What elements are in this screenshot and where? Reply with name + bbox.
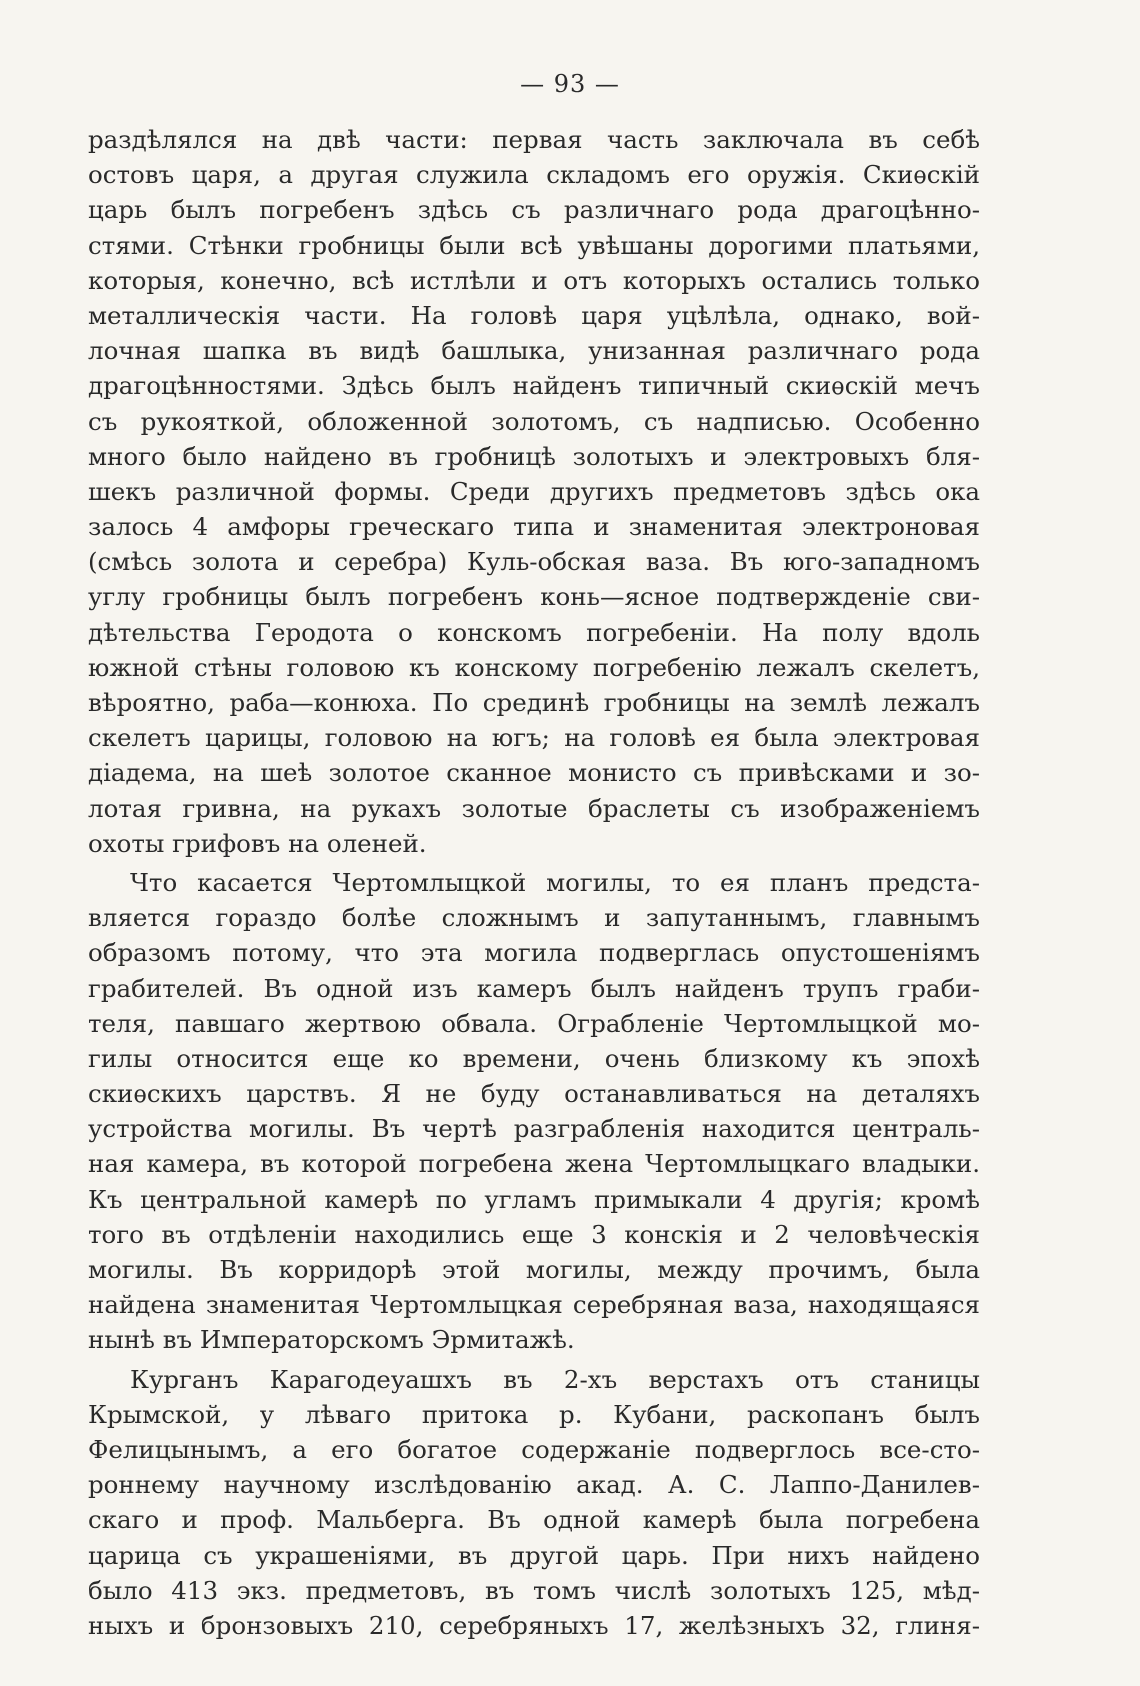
text-line: могилы. Въ корридорѣ этой могилы, между прочимъ, была — [88, 1255, 980, 1284]
text-line: лотая гривна, на рукахъ золотые браслеты съ изображеніемъ — [88, 793, 980, 823]
text-line: скаго и проф. Мальберга. Въ одной камерѣ была погребена — [88, 1505, 980, 1535]
text-line: царица съ украшеніями, въ другой царь. При нихъ найдено — [88, 1540, 980, 1570]
text-line: нынѣ въ Императорскомъ Эрмитажѣ. — [88, 1325, 575, 1355]
text-line: царь былъ погребенъ здѣсь съ различнаго рода драгоцѣнно- — [88, 195, 980, 225]
text-line: найдена знаменитая Чертомлыцкая серебряная ваза, находящаяся — [88, 1290, 980, 1320]
text-line: шекъ различной формы. Среди другихъ предметовъ здѣсь ока — [88, 476, 980, 506]
page-number: — 93 — — [520, 70, 620, 98]
text-line: дѣтельства Геродота о конскомъ погребеніи. На полу вдоль — [88, 617, 980, 647]
text-line: роннему научному изслѣдованію акад. А. С. Лаппо-Данилев- — [88, 1470, 980, 1500]
text-line: того въ отдѣленіи находились еще 3 конскія и 2 человѣческія — [88, 1219, 980, 1249]
text-line: Курганъ Карагодеуашхъ въ 2-хъ верстахъ отъ станицы — [130, 1364, 980, 1394]
paragraph — [88, 865, 980, 1358]
body-text — [88, 122, 980, 1643]
text-line: стями. Стѣнки гробницы были всѣ увѣшаны дорогими платьями, — [88, 230, 980, 260]
text-line: металлическія части. На головѣ царя уцѣлѣла, однако, вой- — [88, 300, 980, 330]
text-line: гилы относится еще ко времени, очень близкому къ эпохѣ — [88, 1043, 980, 1073]
text-line: діадема, на шеѣ золотое сканное монисто съ привѣсками и зо- — [88, 758, 980, 788]
text-line: теля, павшаго жертвою обвала. Ограбленіе Чертомлыцкой мо- — [88, 1008, 980, 1038]
text-line: Фелицынымъ, а его богатое содержаніе подверглось все-сто- — [88, 1434, 980, 1464]
text-line: ныхъ и бронзовыхъ 210, серебряныхъ 17, желѣзныхъ 32, глиня- — [88, 1610, 980, 1640]
text-line: углу гробницы былъ погребенъ конь—ясное подтвержденіе сви- — [88, 582, 980, 612]
text-line: образомъ потому, что эта могила подверглась опустошеніямъ — [88, 938, 980, 968]
text-line: много было найдено въ гробницѣ золотыхъ и электровыхъ бля- — [88, 441, 980, 471]
text-line: Крымской, у лѣваго притока р. Кубани, раскопанъ былъ — [88, 1399, 980, 1429]
text-line: было 413 экз. предметовъ, въ томъ числѣ золотыхъ 125, мѣд- — [88, 1575, 980, 1605]
text-line: лочная шапка въ видѣ башлыка, унизанная различнаго рода — [88, 336, 980, 366]
text-line: ная камера, въ которой погребена жена Чертомлыцкаго владыки. — [88, 1149, 980, 1179]
text-line: Къ центральной камерѣ по угламъ примыкали 4 другія; кромѣ — [88, 1184, 980, 1214]
text-line: скиѳскихъ царствъ. Я не буду останавливаться на деталяхъ — [88, 1079, 980, 1109]
text-line: вѣроятно, раба—конюха. По срединѣ гробницы на землѣ лежалъ — [88, 688, 980, 717]
paragraph — [88, 122, 980, 861]
text-line: (смѣсь золота и серебра) Куль-обская ваза. Въ юго-западномъ — [88, 547, 980, 577]
text-line: охоты грифовъ на оленей. — [88, 828, 427, 858]
text-line: скелетъ царицы, головою на югъ; на головѣ ея была электровая — [88, 723, 980, 753]
text-line: устройства могилы. Въ чертѣ разграбленія находится централь- — [88, 1114, 980, 1144]
text-line: грабителей. Въ одной изъ камеръ былъ найденъ трупъ граби- — [88, 973, 980, 1003]
paragraph — [88, 1362, 980, 1644]
text-line: которыя, конечно, всѣ истлѣли и отъ которыхъ остались только — [88, 265, 980, 295]
text-line: остовъ царя, а другая служила складомъ его оружія. Скиѳскій — [88, 160, 980, 190]
text-line: залось 4 амфоры греческаго типа и знаменитая электроновая — [88, 512, 980, 542]
text-line: раздѣлялся на двѣ части: первая часть заключала въ себѣ — [88, 125, 980, 154]
text-line: драгоцѣнностями. Здѣсь былъ найденъ типичный скиѳскій мечъ — [88, 371, 980, 401]
text-line: съ рукояткой, обложенной золотомъ, съ надписью. Особенно — [88, 406, 980, 436]
text-line: вляется гораздо болѣе сложнымъ и запутаннымъ, главнымъ — [88, 903, 980, 933]
text-line: южной стѣны головою къ конскому погребенію лежалъ скелетъ, — [88, 652, 980, 682]
text-line: Что касается Чертомлыцкой могилы, то ея планъ предста- — [130, 867, 980, 897]
